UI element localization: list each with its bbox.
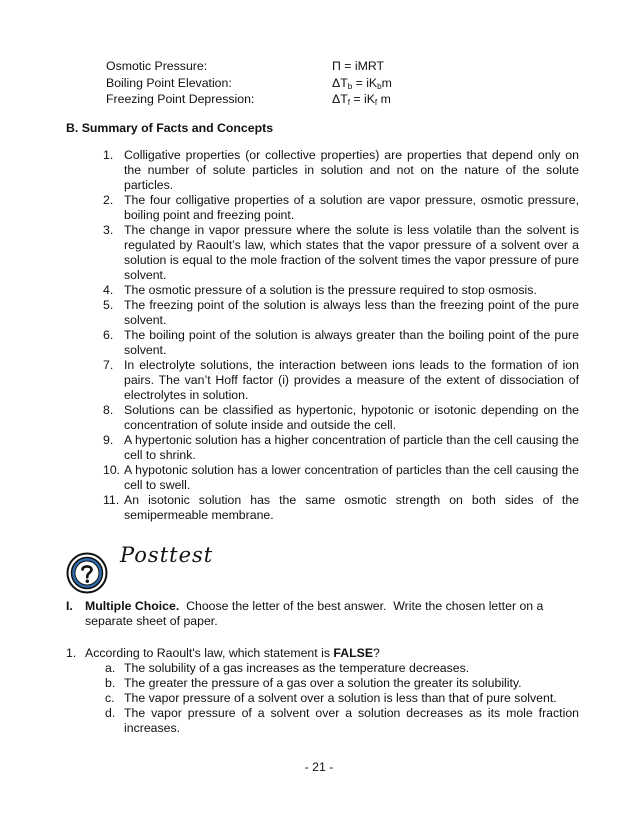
list-item xyxy=(103,463,579,493)
instruction-text: separate sheet of paper. xyxy=(85,614,218,628)
option-text: The vapor pressure of a solvent over a solution is less than that of pure solvent. xyxy=(124,691,557,705)
item-number: 8. xyxy=(103,403,114,417)
item-text: In electrolyte solutions, the interaction between ions leads to the formation of ion pairs. The van’t Hoff factor (i) provides a measure of the extent of dissociation of electrolytes in solution. xyxy=(124,358,579,402)
formula-row xyxy=(106,92,526,109)
formula-label: Osmotic Pressure: xyxy=(106,59,208,73)
item-text: The freezing point of the solution is always less than the freezing point of the pure solvent. xyxy=(124,298,579,327)
item-number: 11. xyxy=(103,493,120,507)
option-letter: d. xyxy=(105,706,116,720)
item-text: Solutions can be classified as hypertonic, hypotonic or isotonic depending on the concentration of solute inside and outside the cell. xyxy=(124,403,579,432)
option-letter: c. xyxy=(105,691,115,705)
item-text: The boiling point of the solution is always greater than the boiling point of the pure solvent. xyxy=(124,328,579,357)
item-text: Colligative properties (or collective properties) are properties that depend only on the number of solute particles in solution and not on the nature of the solute particles. xyxy=(124,148,579,192)
item-text: The osmotic pressure of a solution is the pressure required to stop osmosis. xyxy=(124,283,537,297)
item-text: A hypertonic solution has a higher concentration of particle than the cell causing the cell to shrink. xyxy=(124,433,579,462)
list-item xyxy=(103,358,579,403)
question-number: 1. xyxy=(66,646,77,660)
list-item xyxy=(103,193,579,223)
formula-label: Freezing Point Depression: xyxy=(106,92,255,106)
formula-label: Boiling Point Elevation: xyxy=(106,75,232,90)
option-text: The greater the pressure of a gas over a solution the greater its solubility. xyxy=(124,676,522,690)
list-item xyxy=(103,433,579,463)
list-item xyxy=(103,493,579,523)
item-number: 4. xyxy=(103,283,114,297)
question-mark-icon xyxy=(66,552,108,594)
list-item xyxy=(103,148,579,193)
item-number: 5. xyxy=(103,298,114,312)
answer-option xyxy=(105,661,579,676)
item-number: 10. xyxy=(103,463,121,477)
answer-option xyxy=(105,676,579,691)
item-number: 9. xyxy=(103,433,114,447)
question-1 xyxy=(66,646,579,661)
question-text: ? xyxy=(373,646,380,660)
formula-value: Π = iMRT xyxy=(332,59,385,73)
answer-options xyxy=(105,661,579,736)
question-emphasis: FALSE xyxy=(333,646,374,660)
option-text: The solubility of a gas increases as the temperature decreases. xyxy=(124,661,470,675)
option-letter: b. xyxy=(105,676,116,690)
item-number: 6. xyxy=(103,328,114,342)
page-number: - 21 - xyxy=(304,760,334,774)
list-item xyxy=(103,223,579,283)
item-number: 3. xyxy=(103,223,114,237)
formula-row xyxy=(106,76,526,93)
item-number: 2. xyxy=(103,193,114,207)
formula-row xyxy=(106,59,526,76)
list-item xyxy=(103,283,579,298)
posttest-title: Posttest xyxy=(120,543,214,567)
option-letter: a. xyxy=(105,661,116,675)
option-text: The vapor pressure of a solvent over a solution decreases as its mole fraction increases. xyxy=(124,706,579,735)
item-text: The change in vapor pressure where the solute is less volatile than the solvent is regulated by Raoult’s law, which states that the vapor pressure of a solvent over a solution is equal to the mole fraction of the solvent times the vapor pressure of pure solvent. xyxy=(124,223,579,282)
item-text: An isotonic solution has the same osmotic strength on both sides of the semipermeable membrane. xyxy=(124,493,579,522)
section-b-heading: B. Summary of Facts and Concepts xyxy=(66,121,274,135)
item-text: The four colligative properties of a solution are vapor pressure, osmotic pressure, boiling point and freezing point. xyxy=(124,193,579,222)
list-item xyxy=(103,298,579,328)
answer-option xyxy=(105,706,579,736)
part-number: I. xyxy=(66,599,73,613)
instruction-text: Choose the letter of the best answer. Write the chosen letter on a xyxy=(179,599,544,613)
item-text: A hypotonic solution has a lower concentration of particles than the cell causing the cell to swell. xyxy=(124,463,579,492)
formula-value: $\Delta T_f = iK_f$ m xyxy=(332,92,391,107)
list-item xyxy=(103,328,579,358)
posttest-header xyxy=(66,543,366,596)
formula-value: $\Delta T_b = iK_bm$ xyxy=(332,75,392,91)
facts-list xyxy=(103,148,579,523)
item-number: 7. xyxy=(103,358,114,372)
part-title: Multiple Choice. xyxy=(85,599,180,613)
item-number: 1. xyxy=(103,148,114,162)
list-item xyxy=(103,403,579,433)
multiple-choice-instructions xyxy=(66,599,579,629)
question-text: According to Raoult's law, which statement is xyxy=(85,646,334,660)
formula-table xyxy=(106,59,526,109)
answer-option xyxy=(105,691,579,706)
